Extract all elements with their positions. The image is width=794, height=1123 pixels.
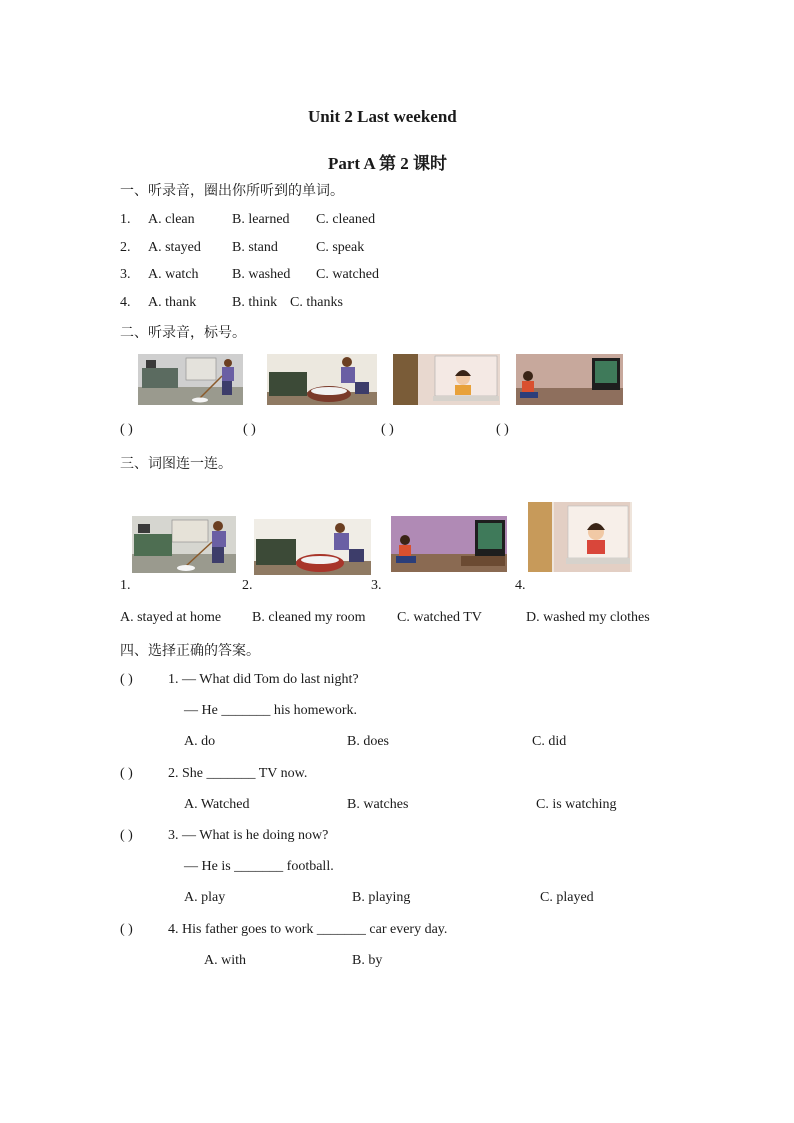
item-number: 2.	[120, 240, 131, 255]
question-line: — He _______ his homework.	[184, 703, 358, 718]
picture-number: 1.	[120, 578, 131, 593]
stayed-home-window-picture	[393, 354, 500, 405]
watching-tv-picture	[516, 354, 623, 405]
option-a[interactable]: A. Watched	[184, 797, 250, 812]
section2-heading: 二、听录音，标号。	[120, 325, 246, 341]
option-b[interactable]: B. washed	[232, 267, 291, 282]
match-option[interactable]: B. cleaned my room	[252, 610, 366, 625]
match-option[interactable]: C. watched TV	[397, 610, 482, 625]
option-a[interactable]: A. stayed	[148, 240, 201, 255]
picture-number: 4.	[515, 578, 526, 593]
option-b[interactable]: B. does	[347, 734, 389, 749]
cleaning-room-picture	[132, 516, 236, 573]
picture-number: 3.	[371, 578, 382, 593]
answer-bracket[interactable]: ( )	[120, 828, 133, 843]
picture-number: 2.	[242, 578, 253, 593]
match-option[interactable]: D. washed my clothes	[526, 610, 650, 625]
option-a[interactable]: A. watch	[148, 267, 199, 282]
question-stem: 3. — What is he doing now?	[168, 828, 329, 843]
option-b[interactable]: B. by	[352, 953, 383, 968]
option-b[interactable]: B. playing	[352, 890, 411, 905]
question-stem: 4. His father goes to work _______ car every day.	[168, 922, 448, 937]
item-number: 3.	[120, 267, 131, 282]
page-subtitle: Part A 第 2 课时	[328, 154, 447, 173]
option-c[interactable]: C. thanks	[290, 295, 343, 310]
item-number: 1.	[120, 212, 131, 227]
section3-heading: 三、词图连一连。	[120, 456, 232, 472]
answer-blank[interactable]: ( )	[120, 422, 133, 437]
section4-heading: 四、选择正确的答案。	[120, 643, 260, 659]
option-c[interactable]: C. did	[532, 734, 567, 749]
answer-bracket[interactable]: ( )	[120, 672, 133, 687]
option-c[interactable]: C. watched	[316, 267, 379, 282]
section1-heading: 一、听录音，圈出你所听到的单词。	[120, 183, 344, 199]
question-stem: 1. — What did Tom do last night?	[168, 672, 359, 687]
question-line: — He is _______ football.	[184, 859, 334, 874]
item-number: 4.	[120, 295, 131, 310]
match-option[interactable]: A. stayed at home	[120, 610, 222, 625]
page-title: Unit 2 Last weekend	[308, 107, 457, 126]
option-c[interactable]: C. cleaned	[316, 212, 376, 227]
answer-blank[interactable]: ( )	[496, 422, 509, 437]
washing-clothes-picture	[267, 354, 377, 405]
option-c[interactable]: C. speak	[316, 240, 365, 255]
option-a[interactable]: A. thank	[148, 295, 197, 310]
option-a[interactable]: A. clean	[148, 212, 195, 227]
option-c[interactable]: C. played	[540, 890, 594, 905]
option-b[interactable]: B. watches	[347, 797, 409, 812]
watching-tv-picture	[391, 516, 507, 572]
option-c[interactable]: C. is watching	[536, 797, 617, 812]
answer-bracket[interactable]: ( )	[120, 766, 133, 781]
option-a[interactable]: A. do	[184, 734, 216, 749]
washing-clothes-picture	[254, 519, 371, 575]
option-b[interactable]: B. stand	[232, 240, 278, 255]
answer-blank[interactable]: ( )	[243, 422, 256, 437]
option-b[interactable]: B. learned	[232, 212, 290, 227]
option-b[interactable]: B. think	[232, 295, 278, 310]
option-a[interactable]: A. play	[184, 890, 226, 905]
answer-bracket[interactable]: ( )	[120, 922, 133, 937]
option-a[interactable]: A. with	[204, 953, 246, 968]
question-stem: 2. She _______ TV now.	[168, 766, 308, 781]
cleaning-room-picture	[138, 354, 243, 405]
stayed-home-window-picture	[528, 502, 632, 572]
answer-blank[interactable]: ( )	[381, 422, 394, 437]
